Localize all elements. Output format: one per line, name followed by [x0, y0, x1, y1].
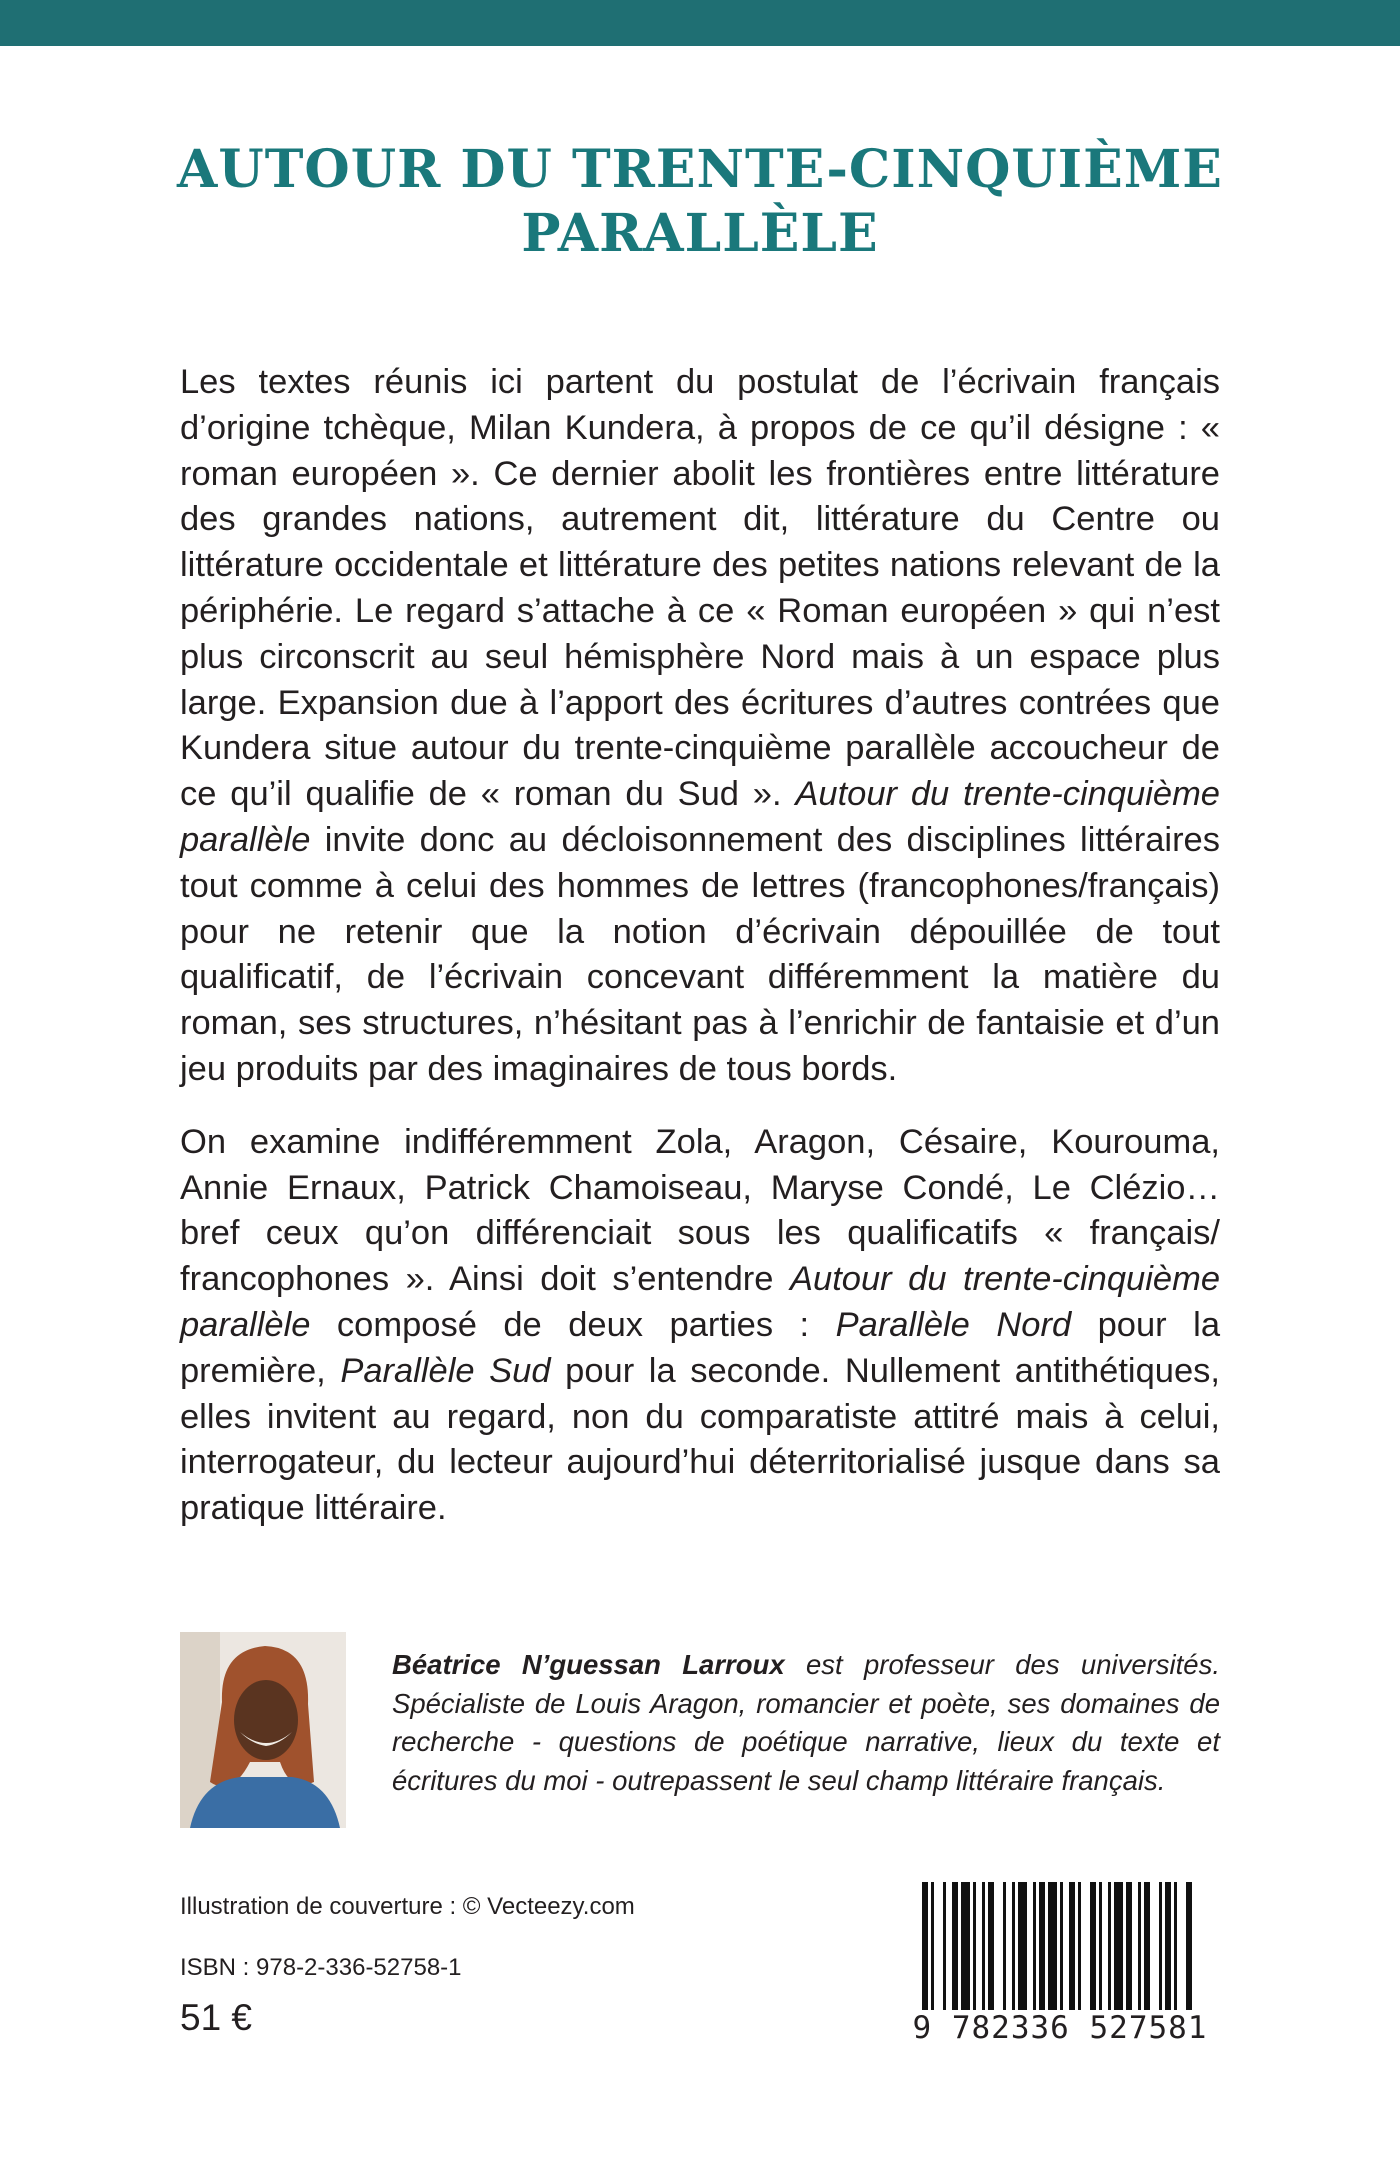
back-cover-blurb [180, 360, 1220, 1559]
price: 51 € [180, 1997, 253, 2038]
barcode-digits: 9 782336 527581 [900, 2010, 1220, 2046]
author-name: Béatrice N’guessan Larroux [392, 1649, 785, 1680]
book-title-line-1: AUTOUR DU TRENTE-CINQUIÈME [177, 139, 1223, 200]
blurb-paragraph-1: Les textes réunis ici partent du postulat de l’écrivain français d’origine tchèque, Milan Kundera, à propos de ce qu’il désigne : « roman européen ». Ce dernier abolit les frontières entre littérature des grandes nations, autrement dit, littérature du Centre ou littérature occidentale et littérature des petites nations relevant de la périphérie. Le regard s’attache à ce « Roman européen » qui n’est plus circonscrit au seul hémisphère Nord mais à un espace plus large. Expansion due à l’apport des écritures d’autres contrées que Kundera situe autour du trente-cinquième parallèle accoucheur de ce qu’il qualifie de « roman du Sud ». Autour du trente-cinquième parallèle invite donc au décloisonnement des disciplines littéraires tout comme à celui des hommes de lettres (francophones/français) pour ne retenir que la notion d’écrivain dépouillée de tout qualificatif, de l’écrivain concevant différemment la matière du roman, ses structures, n’hésitant pas à l’enrichir de fantaisie et d’un jeu produits par des imaginaires de tous bords. [180, 363, 1220, 1088]
author-photo [180, 1632, 346, 1828]
isbn: ISBN : 978-2-336-52758-1 [180, 1954, 462, 1981]
top-color-band [0, 0, 1400, 46]
blurb-paragraph-2: On examine indifféremment Zola, Aragon, Césaire, Kourouma, Annie Ernaux, Patrick Chamoiseau, Maryse Condé, Le Clézio… bref ceux qu’on différenciait sous les qualificatifs « français/ francophones ». Ainsi doit s’entendre Autour du trente-cinquième parallèle composé de deux parties : Parallèle Nord pour la première, Parallèle Sud pour la seconde. Nullement antithétiques, elles invitent au regard, non du comparatiste attitré mais à celui, interrogateur, du lecteur aujourd’hui déterritorialisé jusque dans sa pratique littéraire. [180, 1122, 1221, 1528]
book-title [100, 138, 1300, 266]
book-title-line-2: PARALLÈLE [521, 203, 879, 264]
author-bio: Béatrice N’guessan Larroux est professeur des universités. Spécialiste de Louis Aragon, romancier et poète, ses domaines de recherche - questions de poétique narrative, lieux du texte et écritures du moi - outrepassent le seul champ littéraire français. [392, 1649, 1220, 1796]
cover-illustration-credit: Illustration de couverture : © Vecteezy.com [180, 1893, 635, 1920]
